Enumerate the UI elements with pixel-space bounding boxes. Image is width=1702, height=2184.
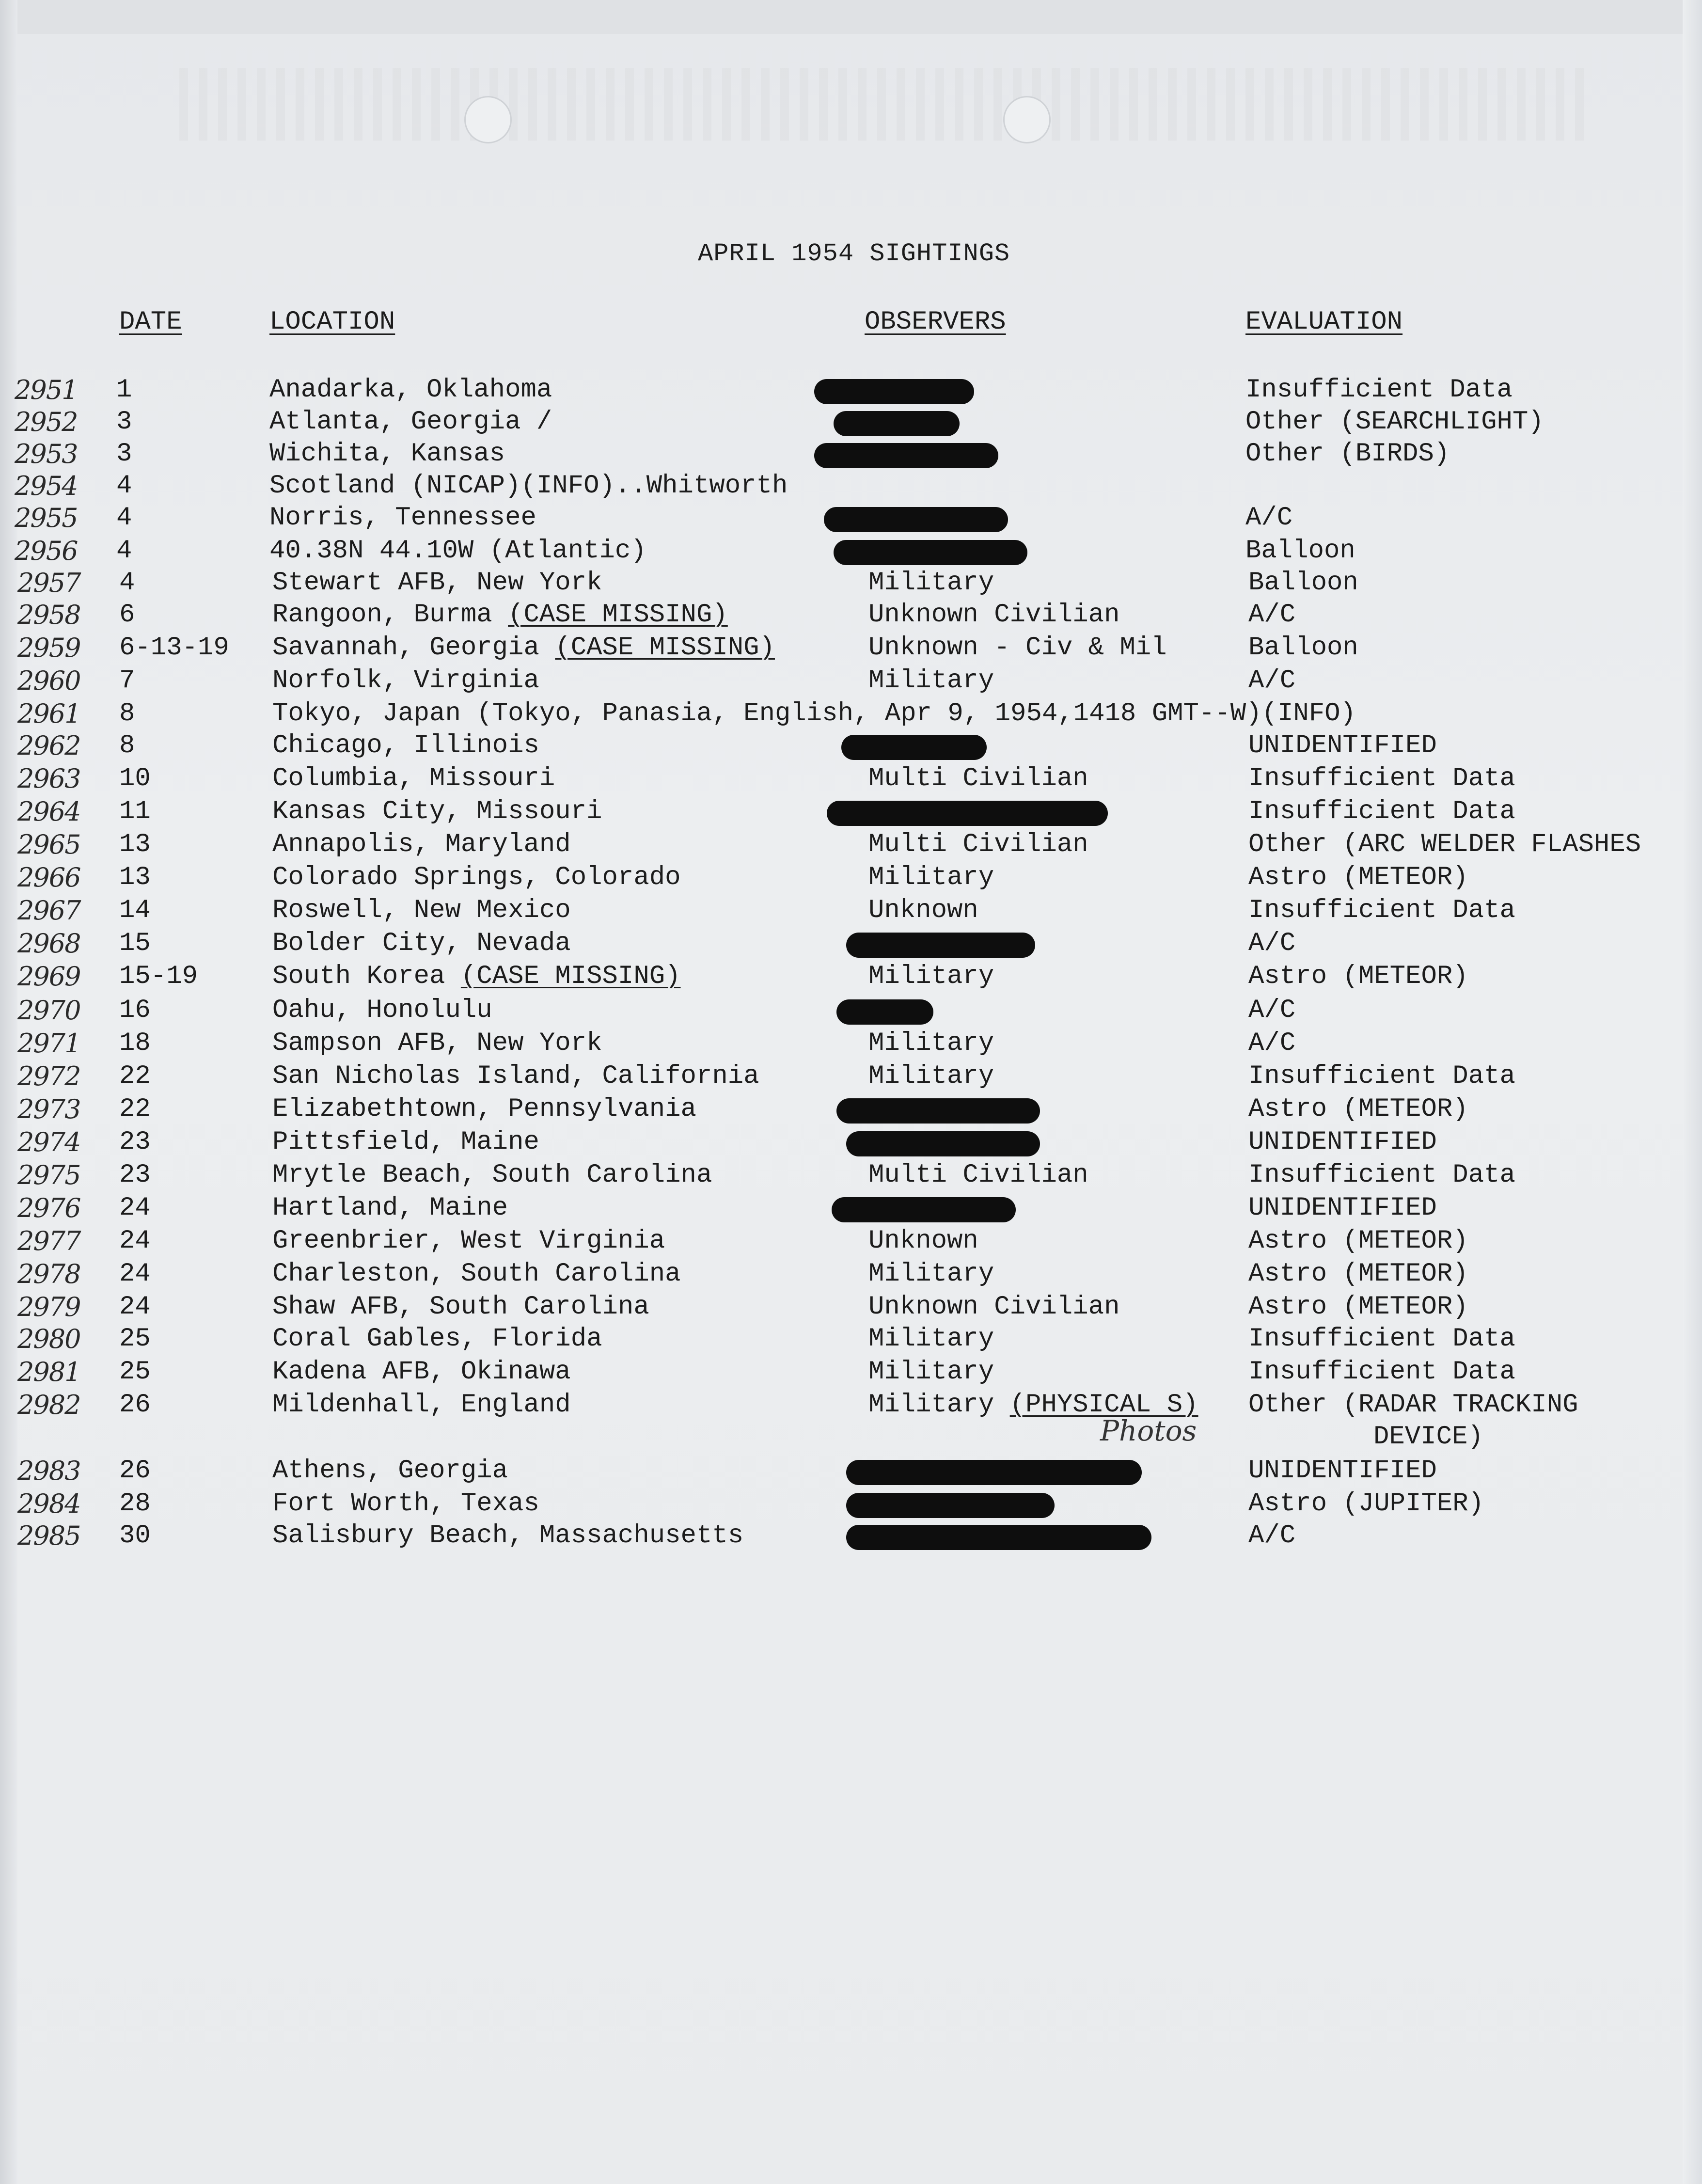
observers-text: Multi Civilian [868,1160,1088,1190]
cell-observers [868,567,994,599]
handwritten-case-number: 2953 [15,439,78,469]
cell-location [272,928,571,960]
cell-location [272,1291,649,1323]
handwritten-case-number: 2951 [15,375,78,405]
table-row [0,470,1702,502]
location-text: Hartland, Maine [272,1193,508,1223]
cell-date: 18 [119,1029,151,1058]
cell-evaluation: Astro (METEOR) [1248,1259,1468,1289]
punch-hole-right [1003,96,1051,143]
cell-evaluation: Insufficient Data [1248,1324,1515,1354]
handwritten-case-number: 2968 [17,928,80,959]
cell-date: 25 [119,1357,151,1387]
cell-observers [868,763,1088,795]
table-row [3,599,1702,631]
cell-observers [868,961,994,993]
handwritten-case-number: 2980 [17,1324,80,1354]
redaction-mark [834,411,960,436]
cell-evaluation: A/C [1248,996,1296,1025]
table-row [3,1126,1702,1158]
cell-evaluation: Balloon [1248,633,1358,663]
location-text: Tokyo, Japan (Tokyo, Panasia, English, Apr 9, 1954,1418 GMT--W)(INFO) [272,699,1356,728]
location-text: Bolder City, Nevada [272,929,571,958]
location-text: Coral Gables, Florida [272,1324,602,1354]
handwritten-case-number: 2983 [17,1456,80,1486]
cell-location [272,632,775,664]
cell-date: 22 [119,1094,151,1124]
table-row [3,1356,1702,1388]
location-text: Athens, Georgia [272,1456,508,1486]
cell-evaluation: UNIDENTIFIED [1248,731,1437,760]
handwritten-case-number: 2966 [17,862,80,893]
location-text: Elizabethtown, Pennsylvania [272,1094,696,1124]
cell-location [272,829,571,861]
handwritten-case-number: 2979 [17,1292,80,1322]
cell-observers [868,1159,1088,1191]
cell-observers [868,895,978,927]
cell-location [272,763,555,795]
table-row [0,438,1702,470]
cell-evaluation: A/C [1245,503,1293,533]
cell-evaluation: Insufficient Data [1248,896,1515,925]
handwritten-case-number: 2962 [17,730,80,761]
cell-date: 24 [119,1259,151,1289]
table-row [3,730,1702,762]
table-row [3,1291,1702,1323]
header-observers: OBSERVERS [865,307,1006,337]
cell-date: 15-19 [119,962,198,991]
handwritten-case-number: 2965 [17,829,80,860]
location-text: Norris, Tennessee [269,503,536,533]
location-text: Charleston, South Carolina [272,1259,681,1289]
cell-location [272,1455,508,1487]
cell-location [272,1192,508,1224]
cell-date: 4 [116,471,132,501]
redaction-mark [824,507,1008,532]
cell-date: 8 [119,731,135,760]
handwritten-case-number: 2956 [15,536,78,566]
cell-date: 13 [119,863,151,892]
table-row [3,632,1702,664]
cell-location [272,599,728,631]
redaction-mark [846,1460,1142,1485]
cell-location [272,1356,571,1388]
cell-date: 1 [116,375,132,405]
redaction-mark [846,1525,1151,1550]
table-row [3,1455,1702,1487]
handwritten-case-number: 2960 [17,665,80,696]
observers-text: Military [868,1061,994,1091]
cell-evaluation: Balloon [1248,568,1358,598]
location-text: Scotland (NICAP)(INFO)..Whitworth [269,471,788,501]
location-text: Fort Worth, Texas [272,1489,539,1519]
location-text: Kadena AFB, Okinawa [272,1357,571,1387]
handwritten-case-number: 2981 [17,1357,80,1387]
page-title: APRIL 1954 SIGHTINGS [698,239,1010,268]
cell-evaluation: UNIDENTIFIED [1248,1127,1437,1157]
cell-date: 8 [119,699,135,728]
redaction-mark [836,1098,1040,1124]
cell-date: 10 [119,764,151,793]
location-text: Savannah, Georgia [272,633,539,663]
observers-text: Military [868,568,994,598]
handwritten-case-number: 2972 [17,1061,80,1092]
cell-date: 7 [119,666,135,696]
cell-location [272,961,681,993]
observers-text: Military [868,1390,994,1420]
location-text: Chicago, Illinois [272,731,539,760]
cell-evaluation: A/C [1248,929,1296,958]
redaction-mark [836,999,933,1025]
cell-date: 16 [119,996,151,1025]
cell-evaluation: UNIDENTIFIED [1248,1456,1437,1486]
handwritten-case-number: 2967 [17,895,80,926]
case-missing-note: (CASE MISSING) [460,962,681,991]
cell-location [272,995,492,1027]
cell-date: 25 [119,1324,151,1354]
redaction-mark [814,379,974,404]
cell-evaluation: Other (RADAR TRACKING [1248,1390,1578,1420]
observers-text: Military [868,962,994,991]
redaction-mark [841,735,987,760]
location-text: San Nicholas Island, California [272,1061,759,1091]
location-text: Shaw AFB, South Carolina [272,1292,649,1322]
table-row [3,1028,1702,1060]
location-text: Sampson AFB, New York [272,1029,602,1058]
table-row [3,1093,1702,1125]
cell-location [269,438,505,470]
handwritten-case-number: 2952 [15,407,78,437]
table-row [3,1520,1702,1552]
handwritten-case-number: 2976 [17,1193,80,1223]
cell-location [269,470,788,502]
observers-text: Military [868,1259,994,1289]
cell-evaluation: Astro (JUPITER) [1248,1489,1484,1519]
redaction-mark [827,801,1108,826]
cell-location [272,1028,602,1060]
cell-location [272,1093,696,1125]
cell-date: 23 [119,1127,151,1157]
table-row [0,374,1702,406]
cell-evaluation: Astro (METEOR) [1248,1226,1468,1256]
table-row [3,698,1702,730]
cell-location [272,862,681,894]
cell-evaluation: Insufficient Data [1248,1160,1515,1190]
handwritten-case-number: 2973 [17,1094,80,1124]
cell-location [269,535,646,567]
handwritten-case-number: 2975 [17,1160,80,1190]
table-row [3,829,1702,861]
cell-date: 30 [119,1521,151,1551]
handwritten-case-number: 2970 [17,995,80,1026]
cell-location [269,502,536,534]
cell-evaluation: A/C [1248,666,1296,696]
handwritten-note: Photos [1100,1414,1197,1447]
cell-location [272,1225,665,1257]
observers-text: Multi Civilian [868,764,1088,793]
handwritten-case-number: 2978 [17,1259,80,1289]
location-text: Anadarka, Oklahoma [269,375,552,405]
cell-date: 4 [119,568,135,598]
cell-evaluation: Astro (METEOR) [1248,1094,1468,1124]
cell-evaluation: A/C [1248,1029,1296,1058]
cell-evaluation: Balloon [1245,536,1355,566]
table-row [0,406,1702,438]
handwritten-case-number: 2959 [17,633,80,663]
cell-observers [868,1291,1119,1323]
table-row [3,796,1702,828]
location-text: Rangoon, Burma [272,600,492,630]
cell-date: 4 [116,536,132,566]
cell-observers [868,1356,994,1388]
cell-location [272,730,539,762]
table-row [3,665,1702,697]
cell-evaluation: Insufficient Data [1248,1357,1515,1387]
observers-text: Unknown - Civ & Mil [868,633,1167,663]
location-text: Mildenhall, England [272,1390,571,1420]
cell-evaluation: Insufficient Data [1248,764,1515,793]
cell-evaluation: UNIDENTIFIED [1248,1193,1437,1223]
handwritten-case-number: 2958 [17,600,80,630]
cell-observers [868,829,1088,861]
cell-date: 24 [119,1292,151,1322]
handwritten-case-number: 2969 [17,961,80,992]
cell-observers [868,665,994,697]
handwritten-case-number: 2954 [15,471,78,501]
cell-date: 24 [119,1193,151,1223]
cell-date: 14 [119,896,151,925]
cell-location [272,1520,743,1552]
table-row [3,862,1702,894]
location-text: 40.38N 44.10W (Atlantic) [269,536,646,566]
cell-date: 11 [119,797,151,826]
location-text: Columbia, Missouri [272,764,555,793]
scan-top-band [10,0,1691,34]
redaction-mark [846,1131,1040,1156]
cell-date: 26 [119,1390,151,1420]
table-row [3,895,1702,927]
cell-location [272,665,539,697]
location-text: South Korea [272,962,445,991]
cell-evaluation: Insufficient Data [1245,375,1513,405]
cell-date: 13 [119,830,151,859]
observers-text: Unknown [868,1226,978,1256]
handwritten-case-number: 2984 [17,1488,80,1519]
location-text: Greenbrier, West Virginia [272,1226,665,1256]
handwritten-case-number: 2961 [17,698,80,729]
table-row [3,928,1702,960]
observers-text: Military [868,666,994,696]
cell-observers [868,1028,994,1060]
handwritten-case-number: 2963 [17,763,80,794]
cell-observers [868,1060,994,1092]
redaction-mark [846,933,1035,958]
location-text: Atlanta, Georgia / [269,407,552,437]
handwritten-case-number: 2964 [17,796,80,827]
location-text: Wichita, Kansas [269,439,505,469]
cell-location [272,1258,681,1290]
cell-evaluation: Insufficient Data [1248,1061,1515,1091]
table-row [3,567,1702,599]
location-text: Salisbury Beach, Massachusetts [272,1521,744,1551]
table-row [0,535,1702,567]
table-row [3,1323,1702,1355]
table-row [0,502,1702,534]
cell-date: 28 [119,1489,151,1519]
header-location: LOCATION [269,307,395,337]
cell-evaluation: Insufficient Data [1248,797,1515,826]
cell-date: 3 [116,407,132,437]
cell-location [272,1488,539,1520]
table-row [3,1488,1702,1520]
cell-date: 23 [119,1160,151,1190]
observers-text: Unknown Civilian [868,600,1120,630]
observers-text: Unknown [868,896,978,925]
punch-hole-left [464,96,512,143]
table-row [3,1060,1702,1092]
cell-date: 15 [119,929,151,958]
cell-observers [868,1323,994,1355]
cell-location [272,895,571,927]
cell-evaluation: A/C [1248,1521,1296,1551]
cell-observers [868,599,1119,631]
location-text: Roswell, New Mexico [272,896,571,925]
cell-location [272,698,1356,730]
cell-location [272,1389,571,1421]
header-evaluation: EVALUATION [1245,307,1403,337]
cell-observers [868,1225,978,1257]
case-missing-note: (CASE MISSING) [508,600,728,630]
handwritten-case-number: 2985 [17,1520,80,1551]
cell-location [269,406,552,438]
table-row [3,995,1702,1027]
physical-evidence-note: (PHYSICAL S) [1009,1390,1198,1420]
cell-date: 3 [116,439,132,469]
location-text: Colorado Springs, Colorado [272,863,681,892]
cell-location [272,1159,712,1191]
table-row [3,1192,1702,1224]
table-row [3,961,1702,993]
handwritten-case-number: 2982 [17,1390,80,1420]
cell-evaluation: Astro (METEOR) [1248,962,1468,991]
cell-evaluation: Other (ARC WELDER FLASHES [1248,830,1641,859]
observers-text: Multi Civilian [868,830,1088,859]
observers-text: Military [868,1324,994,1354]
table-row [3,1258,1702,1290]
observers-text: Military [868,1357,994,1387]
cell-evaluation: Other (BIRDS) [1245,439,1450,469]
cell-date: 26 [119,1456,151,1486]
cell-date: 6 [119,600,135,630]
cell-evaluation: A/C [1248,600,1296,630]
handwritten-case-number: 2957 [17,568,80,598]
cell-evaluation: Other (SEARCHLIGHT) [1245,407,1544,437]
location-text: Annapolis, Maryland [272,830,571,859]
bleed-through-ghost [179,68,1594,141]
cell-date: 22 [119,1061,151,1091]
redaction-mark [814,443,998,468]
cell-evaluation-continued: DEVICE) [1373,1422,1483,1452]
observers-text: Military [868,1029,994,1058]
cell-location [272,1060,759,1092]
redaction-mark [832,1197,1016,1222]
table-row [3,1225,1702,1257]
observers-text: Unknown Civilian [868,1292,1120,1322]
cell-date: 6-13-19 [119,633,229,663]
cell-date: 4 [116,503,132,533]
handwritten-case-number: 2974 [17,1127,80,1157]
cell-location [272,1126,539,1158]
table-row [3,1159,1702,1191]
handwritten-case-number: 2977 [17,1226,80,1256]
cell-evaluation: Astro (METEOR) [1248,863,1468,892]
location-text: Oahu, Honolulu [272,996,492,1025]
cell-location [272,567,602,599]
cell-observers [868,1258,994,1290]
cell-evaluation: Astro (METEOR) [1248,1292,1468,1322]
cell-location [269,374,552,406]
location-text: Stewart AFB, New York [272,568,602,598]
cell-observers [868,632,1167,664]
redaction-mark [834,540,1027,565]
cell-observers [868,862,994,894]
handwritten-case-number: 2971 [17,1028,80,1059]
table-row [3,763,1702,795]
redaction-mark [846,1493,1055,1518]
location-text: Norfolk, Virginia [272,666,539,696]
location-text: Mrytle Beach, South Carolina [272,1160,712,1190]
cell-location [272,1323,602,1355]
header-date: DATE [119,307,182,337]
cell-location [272,796,602,828]
case-missing-note: (CASE MISSING) [555,633,775,663]
handwritten-case-number: 2955 [15,503,78,533]
location-text: Kansas City, Missouri [272,797,602,826]
cell-date: 24 [119,1226,151,1256]
location-text: Pittsfield, Maine [272,1127,539,1157]
observers-text: Military [868,863,994,892]
